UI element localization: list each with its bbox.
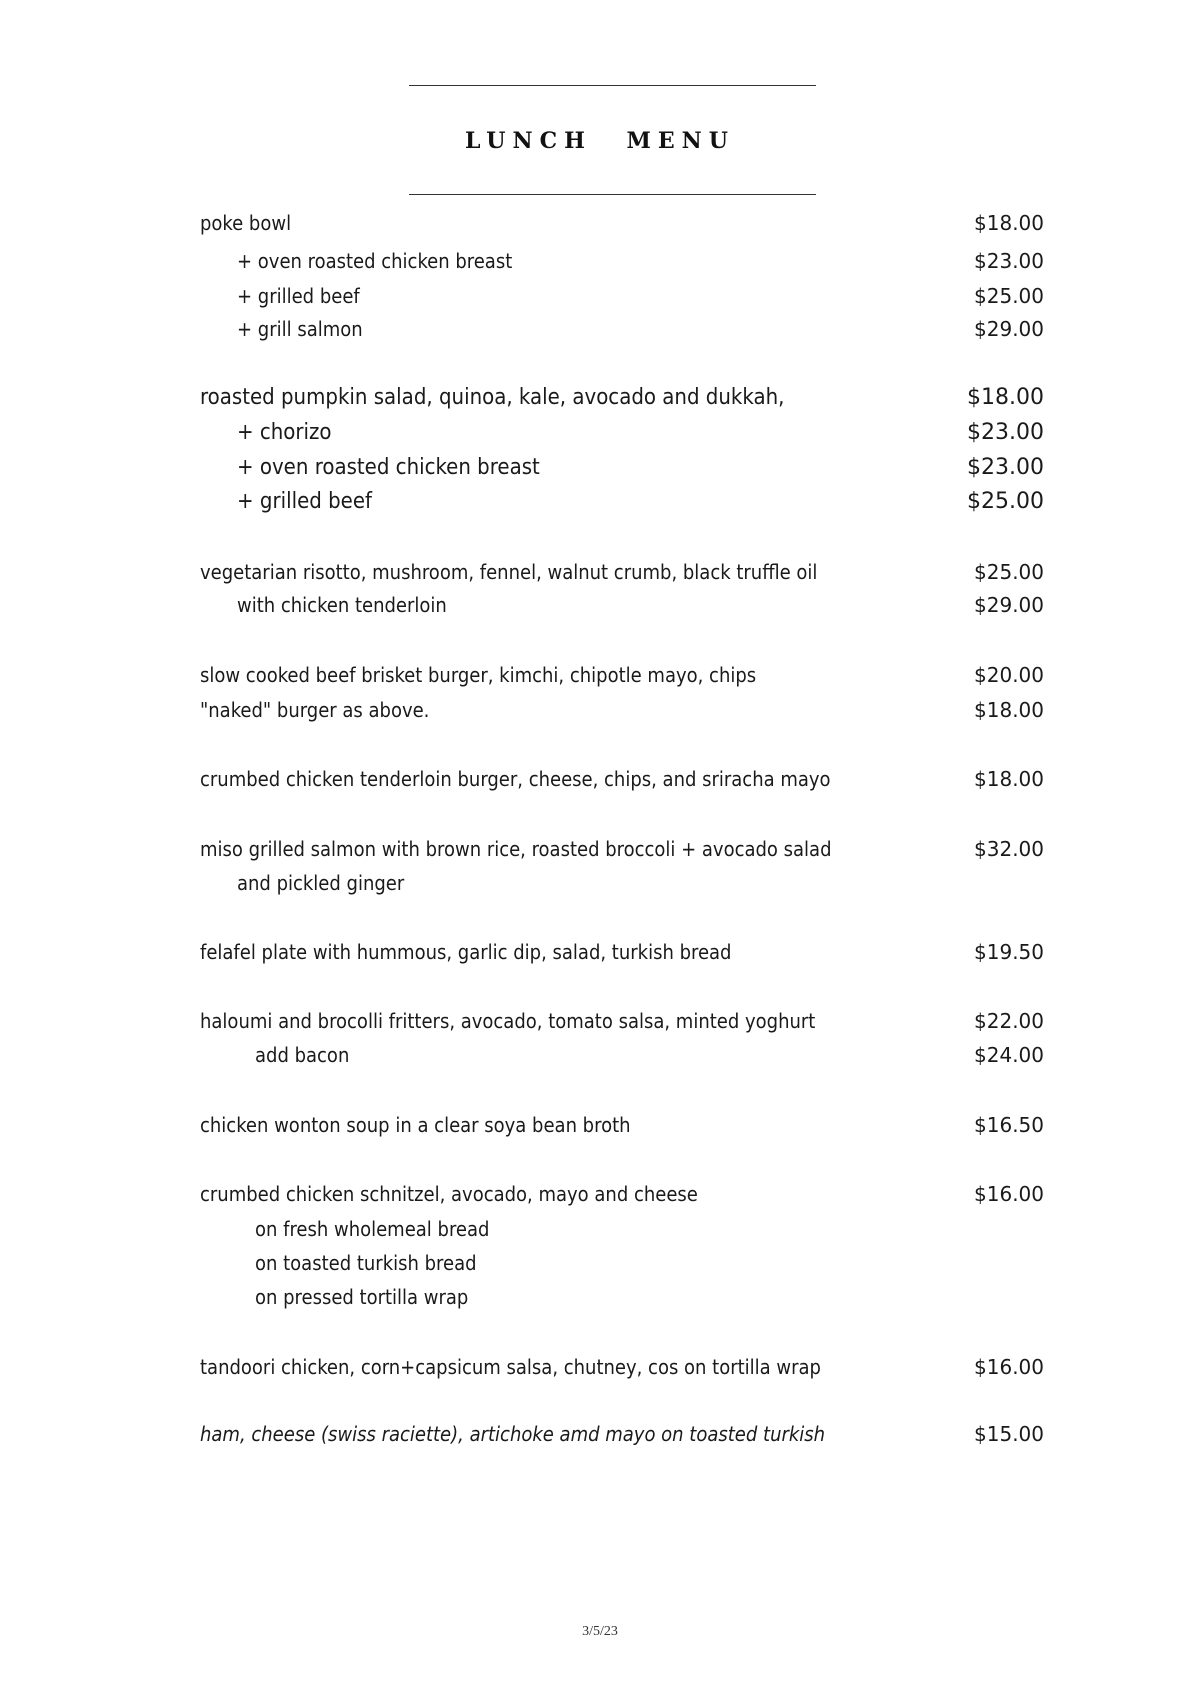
menu-item-option	[0, 314, 1200, 344]
menu-item	[0, 383, 1200, 413]
item-name: poke bowl	[200, 211, 292, 235]
item-name: chicken wonton soup in a clear soya bean broth	[200, 1113, 631, 1137]
item-name: + oven roasted chicken breast	[237, 455, 540, 480]
item-price: $16.50	[974, 1113, 1044, 1137]
menu-item-option	[0, 1282, 1200, 1312]
menu-item-option	[0, 487, 1200, 517]
item-name: on toasted turkish bread	[255, 1251, 477, 1275]
menu-item-option	[0, 1214, 1200, 1244]
menu-item	[0, 1179, 1200, 1209]
menu-item	[0, 660, 1200, 690]
item-price: $18.00	[974, 698, 1044, 722]
item-name: tandoori chicken, corn+capsicum salsa, chutney, cos on tortilla wrap	[200, 1355, 821, 1379]
item-price: $23.00	[974, 249, 1044, 273]
menu-item-option	[0, 281, 1200, 311]
menu-item-option	[0, 1248, 1200, 1278]
item-name: + grilled beef	[237, 284, 360, 308]
menu-item-option	[0, 418, 1200, 448]
item-name: crumbed chicken schnitzel, avocado, mayo and cheese	[200, 1182, 698, 1206]
menu-item	[0, 1110, 1200, 1140]
item-name: slow cooked beef brisket burger, kimchi, chipotle mayo, chips	[200, 663, 757, 687]
item-price: $32.00	[974, 837, 1044, 861]
menu-item-continuation	[0, 868, 1200, 898]
item-price: $16.00	[974, 1182, 1044, 1206]
menu-item	[0, 557, 1200, 587]
item-name: + oven roasted chicken breast	[237, 249, 513, 273]
item-price: $19.50	[974, 940, 1044, 964]
bottom-divider	[409, 194, 816, 195]
item-name: and pickled ginger	[237, 871, 405, 895]
page-title: LUNCH MENU	[465, 128, 735, 154]
menu-item	[0, 1006, 1200, 1036]
menu-item-option	[0, 590, 1200, 620]
menu-item	[0, 1352, 1200, 1382]
item-price: $25.00	[974, 560, 1044, 584]
item-name: ham, cheese (swiss raciette), artichoke amd mayo on toasted turkish	[200, 1422, 826, 1446]
top-divider	[409, 85, 816, 86]
item-name: + grill salmon	[237, 317, 363, 341]
item-name: + chorizo	[237, 420, 332, 445]
item-name: vegetarian risotto, mushroom, fennel, walnut crumb, black truffle oil	[200, 560, 818, 584]
footer-date: 3/5/23	[582, 1624, 618, 1639]
item-price: $23.00	[967, 420, 1044, 445]
item-name: felafel plate with hummous, garlic dip, salad, turkish bread	[200, 940, 732, 964]
item-name: roasted pumpkin salad, quinoa, kale, avocado and dukkah,	[200, 385, 785, 410]
item-price: $25.00	[967, 489, 1044, 514]
menu-item-option	[0, 1040, 1200, 1070]
item-name: with chicken tenderloin	[237, 593, 447, 617]
item-price: $22.00	[974, 1009, 1044, 1033]
item-name: "naked" burger as above.	[200, 698, 430, 722]
item-name: on pressed tortilla wrap	[255, 1285, 469, 1309]
item-price: $18.00	[974, 211, 1044, 235]
item-price: $20.00	[974, 663, 1044, 687]
menu-item	[0, 1419, 1200, 1449]
menu-item	[0, 834, 1200, 864]
item-name: haloumi and brocolli fritters, avocado, tomato salsa, minted yoghurt	[200, 1009, 816, 1033]
item-name: miso grilled salmon with brown rice, roasted broccoli + avocado salad	[200, 837, 832, 861]
item-name: crumbed chicken tenderloin burger, cheese, chips, and sriracha mayo	[200, 767, 831, 791]
item-name: on fresh wholemeal bread	[255, 1217, 490, 1241]
item-name: add bacon	[255, 1043, 350, 1067]
menu-item-option	[0, 453, 1200, 483]
item-price: $24.00	[974, 1043, 1044, 1067]
item-price: $29.00	[974, 317, 1044, 341]
item-name: + grilled beef	[237, 489, 372, 514]
item-price: $23.00	[967, 455, 1044, 480]
item-price: $25.00	[974, 284, 1044, 308]
item-price: $18.00	[967, 385, 1044, 410]
item-price: $18.00	[974, 767, 1044, 791]
menu-item-option	[0, 246, 1200, 276]
menu-item	[0, 208, 1200, 238]
menu-item	[0, 764, 1200, 794]
item-price: $16.00	[974, 1355, 1044, 1379]
menu-item	[0, 695, 1200, 725]
item-price: $29.00	[974, 593, 1044, 617]
menu-item	[0, 937, 1200, 967]
item-price: $15.00	[974, 1422, 1044, 1446]
